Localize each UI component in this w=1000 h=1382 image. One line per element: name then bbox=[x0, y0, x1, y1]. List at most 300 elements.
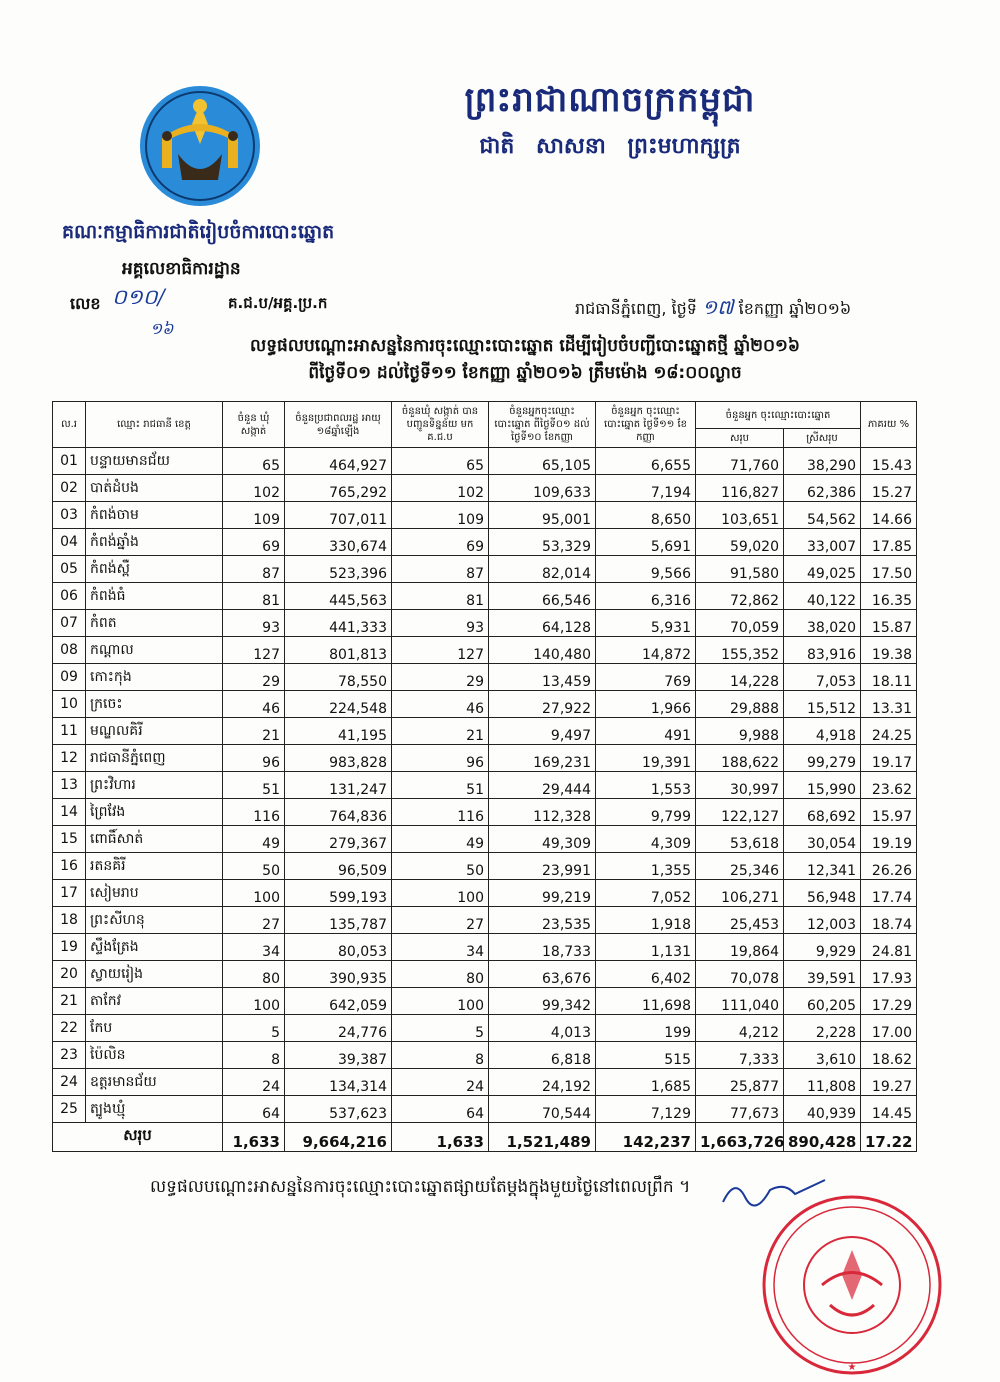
row-registered-prev: 53,329 bbox=[489, 529, 596, 556]
row-percent: 24.25 bbox=[861, 718, 917, 745]
row-communes: 64 bbox=[223, 1096, 285, 1123]
row-registered-total: 122,127 bbox=[696, 799, 784, 826]
row-registered-female: 3,610 bbox=[784, 1042, 861, 1069]
row-registered-female: 54,562 bbox=[784, 502, 861, 529]
row-communes-sent: 50 bbox=[392, 853, 489, 880]
row-communes: 29 bbox=[223, 664, 285, 691]
row-registered-prev: 23,535 bbox=[489, 907, 596, 934]
row-percent: 19.19 bbox=[861, 826, 917, 853]
row-registered-prev: 66,546 bbox=[489, 583, 596, 610]
row-communes: 65 bbox=[223, 448, 285, 475]
row-registered-female: 4,918 bbox=[784, 718, 861, 745]
table-row bbox=[53, 1015, 917, 1042]
row-registered-total: 29,888 bbox=[696, 691, 784, 718]
row-registered-prev: 24,192 bbox=[489, 1069, 596, 1096]
row-population: 134,314 bbox=[285, 1069, 392, 1096]
row-registered-prev: 169,231 bbox=[489, 745, 596, 772]
row-population: 642,059 bbox=[285, 988, 392, 1015]
svg-text:★: ★ bbox=[847, 1362, 857, 1373]
row-communes-sent: 81 bbox=[392, 583, 489, 610]
row-communes-sent: 29 bbox=[392, 664, 489, 691]
row-registered-female: 38,020 bbox=[784, 610, 861, 637]
row-province: ស្ទឹងត្រែង bbox=[86, 934, 223, 961]
row-registered-total: 25,346 bbox=[696, 853, 784, 880]
row-communes: 87 bbox=[223, 556, 285, 583]
row-communes: 24 bbox=[223, 1069, 285, 1096]
row-communes: 27 bbox=[223, 907, 285, 934]
row-population: 390,935 bbox=[285, 961, 392, 988]
row-percent: 19.38 bbox=[861, 637, 917, 664]
row-communes: 102 bbox=[223, 475, 285, 502]
row-communes-sent: 100 bbox=[392, 988, 489, 1015]
document-period: ពីថ្ងៃទី០១ ដល់ថ្ងៃទី១១ ខែកញ្ញា ឆ្នាំ២០១៦ ត្រឹមម៉ោង ១៨:០០ល្ងាច bbox=[308, 363, 742, 383]
row-registered-prev: 18,733 bbox=[489, 934, 596, 961]
row-communes: 8 bbox=[223, 1042, 285, 1069]
row-percent: 15.87 bbox=[861, 610, 917, 637]
row-percent: 17.93 bbox=[861, 961, 917, 988]
row-registered-day: 4,309 bbox=[596, 826, 696, 853]
table-row bbox=[53, 583, 917, 610]
row-population: 224,548 bbox=[285, 691, 392, 718]
row-registered-total: 59,020 bbox=[696, 529, 784, 556]
row-communes: 96 bbox=[223, 745, 285, 772]
row-registered-prev: 65,105 bbox=[489, 448, 596, 475]
row-population: 599,193 bbox=[285, 880, 392, 907]
row-province: កែប bbox=[86, 1015, 223, 1042]
row-registered-total: 25,453 bbox=[696, 907, 784, 934]
row-communes-sent: 102 bbox=[392, 475, 489, 502]
row-province: ត្បូងឃ្មុំ bbox=[86, 1096, 223, 1123]
row-province: កំពង់ធំ bbox=[86, 583, 223, 610]
table-row bbox=[53, 718, 917, 745]
row-communes: 21 bbox=[223, 718, 285, 745]
row-communes: 46 bbox=[223, 691, 285, 718]
row-province: តាកែវ bbox=[86, 988, 223, 1015]
row-province: កំពត bbox=[86, 610, 223, 637]
table-row bbox=[53, 448, 917, 475]
table-row bbox=[53, 664, 917, 691]
row-communes: 51 bbox=[223, 772, 285, 799]
reference-code: គ.ជ.ប/អគ្គ.ប្រ.ក bbox=[228, 294, 328, 312]
row-percent: 15.43 bbox=[861, 448, 917, 475]
row-registered-female: 62,386 bbox=[784, 475, 861, 502]
row-registered-day: 1,131 bbox=[596, 934, 696, 961]
footer-note: លទ្ធផលបណ្ដោះអាសន្ននៃការចុះឈ្មោះបោះឆ្នោតផ្សាយតែម្ដងក្នុងមួយថ្ងៃនៅពេលព្រឹក ។ bbox=[150, 1177, 691, 1197]
row-communes-sent: 49 bbox=[392, 826, 489, 853]
row-registered-prev: 63,676 bbox=[489, 961, 596, 988]
row-registered-day: 9,566 bbox=[596, 556, 696, 583]
row-communes: 34 bbox=[223, 934, 285, 961]
row-province: កំពង់ស្ពឺ bbox=[86, 556, 223, 583]
table-row bbox=[53, 826, 917, 853]
table-row bbox=[53, 529, 917, 556]
row-percent: 15.27 bbox=[861, 475, 917, 502]
row-registered-prev: 23,991 bbox=[489, 853, 596, 880]
row-province: កណ្ដាល bbox=[86, 637, 223, 664]
row-population: 131,247 bbox=[285, 772, 392, 799]
row-no: 12 bbox=[53, 745, 86, 772]
row-registered-female: 2,228 bbox=[784, 1015, 861, 1042]
row-population: 765,292 bbox=[285, 475, 392, 502]
row-population: 330,674 bbox=[285, 529, 392, 556]
row-percent: 24.81 bbox=[861, 934, 917, 961]
row-registered-prev: 29,444 bbox=[489, 772, 596, 799]
row-registered-female: 33,007 bbox=[784, 529, 861, 556]
row-registered-prev: 82,014 bbox=[489, 556, 596, 583]
row-registered-day: 6,655 bbox=[596, 448, 696, 475]
table-row bbox=[53, 853, 917, 880]
row-no: 11 bbox=[53, 718, 86, 745]
row-registered-female: 15,512 bbox=[784, 691, 861, 718]
row-percent: 19.17 bbox=[861, 745, 917, 772]
row-communes-sent: 21 bbox=[392, 718, 489, 745]
col-header-population: ចំនួនប្រជាពលរដ្ឋ អាយុ ១៨ឆ្នាំឡើង bbox=[285, 402, 392, 448]
row-registered-female: 38,290 bbox=[784, 448, 861, 475]
total-registered-day: 142,237 bbox=[596, 1123, 696, 1152]
total-row bbox=[53, 1123, 917, 1152]
row-registered-female: 83,916 bbox=[784, 637, 861, 664]
row-province: បន្ទាយមានជ័យ bbox=[86, 448, 223, 475]
row-population: 445,563 bbox=[285, 583, 392, 610]
row-population: 441,333 bbox=[285, 610, 392, 637]
col-header-total: សរុប bbox=[696, 429, 784, 448]
row-registered-total: 111,040 bbox=[696, 988, 784, 1015]
row-communes: 100 bbox=[223, 988, 285, 1015]
row-registered-day: 5,931 bbox=[596, 610, 696, 637]
row-registered-prev: 6,818 bbox=[489, 1042, 596, 1069]
total-population: 9,664,216 bbox=[285, 1123, 392, 1152]
col-header-female: ស្រីសរុប bbox=[784, 429, 861, 448]
col-header-registered-group: ចំនួនអ្នក ចុះឈ្មោះបោះឆ្នោត bbox=[696, 402, 861, 429]
national-motto: ជាតិ សាសនា ព្រះមហាក្សត្រ bbox=[479, 133, 741, 159]
row-registered-prev: 112,328 bbox=[489, 799, 596, 826]
reference-number: ០១០/ bbox=[112, 285, 165, 309]
table-row bbox=[53, 610, 917, 637]
row-province: រាជធានីភ្នំពេញ bbox=[86, 745, 223, 772]
row-registered-female: 49,025 bbox=[784, 556, 861, 583]
table-row bbox=[53, 691, 917, 718]
row-communes-sent: 80 bbox=[392, 961, 489, 988]
row-percent: 18.62 bbox=[861, 1042, 917, 1069]
row-communes-sent: 24 bbox=[392, 1069, 489, 1096]
row-no: 06 bbox=[53, 583, 86, 610]
row-registered-total: 4,212 bbox=[696, 1015, 784, 1042]
table-row bbox=[53, 475, 917, 502]
registration-table bbox=[52, 401, 917, 1152]
row-percent: 14.66 bbox=[861, 502, 917, 529]
row-registered-prev: 9,497 bbox=[489, 718, 596, 745]
row-communes-sent: 64 bbox=[392, 1096, 489, 1123]
row-communes: 127 bbox=[223, 637, 285, 664]
row-no: 21 bbox=[53, 988, 86, 1015]
row-registered-female: 12,341 bbox=[784, 853, 861, 880]
row-registered-day: 491 bbox=[596, 718, 696, 745]
row-no: 04 bbox=[53, 529, 86, 556]
table-row bbox=[53, 1096, 917, 1123]
row-no: 17 bbox=[53, 880, 86, 907]
row-registered-day: 769 bbox=[596, 664, 696, 691]
kingdom-title: ព្រះរាជាណាចក្រកម្ពុជា bbox=[464, 80, 756, 120]
row-registered-total: 77,673 bbox=[696, 1096, 784, 1123]
table-row bbox=[53, 880, 917, 907]
row-percent: 23.62 bbox=[861, 772, 917, 799]
row-no: 07 bbox=[53, 610, 86, 637]
row-registered-day: 7,129 bbox=[596, 1096, 696, 1123]
row-percent: 18.74 bbox=[861, 907, 917, 934]
row-no: 14 bbox=[53, 799, 86, 826]
row-registered-total: 7,333 bbox=[696, 1042, 784, 1069]
row-province: សៀមរាប bbox=[86, 880, 223, 907]
row-communes-sent: 109 bbox=[392, 502, 489, 529]
row-percent: 19.27 bbox=[861, 1069, 917, 1096]
row-registered-day: 1,966 bbox=[596, 691, 696, 718]
row-registered-prev: 49,309 bbox=[489, 826, 596, 853]
row-registered-female: 39,591 bbox=[784, 961, 861, 988]
row-communes-sent: 46 bbox=[392, 691, 489, 718]
row-province: មណ្ឌលគិរី bbox=[86, 718, 223, 745]
table-row bbox=[53, 1042, 917, 1069]
total-communes-sent: 1,633 bbox=[392, 1123, 489, 1152]
row-communes-sent: 116 bbox=[392, 799, 489, 826]
col-header-communes-sent: ចំនួនឃុំ សង្កាត់ បានបញ្ជូនទិន្នន័យ មក គ.ជ.ប bbox=[392, 402, 489, 448]
table-row bbox=[53, 637, 917, 664]
row-communes: 5 bbox=[223, 1015, 285, 1042]
row-no: 15 bbox=[53, 826, 86, 853]
row-population: 135,787 bbox=[285, 907, 392, 934]
row-registered-total: 14,228 bbox=[696, 664, 784, 691]
row-communes-sent: 93 bbox=[392, 610, 489, 637]
row-province: ព្រះសីហនុ bbox=[86, 907, 223, 934]
row-registered-day: 1,355 bbox=[596, 853, 696, 880]
total-registered-female: 890,428 bbox=[784, 1123, 861, 1152]
row-population: 41,195 bbox=[285, 718, 392, 745]
nec-logo bbox=[138, 84, 262, 208]
row-registered-female: 68,692 bbox=[784, 799, 861, 826]
row-communes: 50 bbox=[223, 853, 285, 880]
row-registered-total: 19,864 bbox=[696, 934, 784, 961]
table-row bbox=[53, 907, 917, 934]
row-registered-female: 40,939 bbox=[784, 1096, 861, 1123]
row-registered-day: 6,402 bbox=[596, 961, 696, 988]
row-registered-female: 15,990 bbox=[784, 772, 861, 799]
table-row bbox=[53, 988, 917, 1015]
total-registered-prev: 1,521,489 bbox=[489, 1123, 596, 1152]
row-registered-total: 188,622 bbox=[696, 745, 784, 772]
row-registered-prev: 27,922 bbox=[489, 691, 596, 718]
row-communes-sent: 87 bbox=[392, 556, 489, 583]
row-communes: 49 bbox=[223, 826, 285, 853]
row-communes: 81 bbox=[223, 583, 285, 610]
total-registered-total: 1,663,726 bbox=[696, 1123, 784, 1152]
row-communes-sent: 127 bbox=[392, 637, 489, 664]
row-registered-female: 99,279 bbox=[784, 745, 861, 772]
row-province: ព្រះវិហារ bbox=[86, 772, 223, 799]
table-row bbox=[53, 961, 917, 988]
row-province: ពោធិ៍សាត់ bbox=[86, 826, 223, 853]
row-no: 03 bbox=[53, 502, 86, 529]
row-registered-day: 14,872 bbox=[596, 637, 696, 664]
row-registered-day: 11,698 bbox=[596, 988, 696, 1015]
row-registered-prev: 140,480 bbox=[489, 637, 596, 664]
row-population: 764,836 bbox=[285, 799, 392, 826]
row-population: 537,623 bbox=[285, 1096, 392, 1123]
row-percent: 17.00 bbox=[861, 1015, 917, 1042]
row-no: 20 bbox=[53, 961, 86, 988]
department-name: អគ្គលេខាធិការដ្ឋាន bbox=[122, 259, 241, 279]
row-communes-sent: 34 bbox=[392, 934, 489, 961]
row-percent: 16.35 bbox=[861, 583, 917, 610]
row-registered-total: 103,651 bbox=[696, 502, 784, 529]
table-row bbox=[53, 745, 917, 772]
row-communes: 93 bbox=[223, 610, 285, 637]
row-no: 24 bbox=[53, 1069, 86, 1096]
row-registered-prev: 13,459 bbox=[489, 664, 596, 691]
row-registered-day: 199 bbox=[596, 1015, 696, 1042]
row-registered-female: 12,003 bbox=[784, 907, 861, 934]
row-province: ក្រចេះ bbox=[86, 691, 223, 718]
row-communes-sent: 96 bbox=[392, 745, 489, 772]
row-registered-day: 1,553 bbox=[596, 772, 696, 799]
row-communes-sent: 27 bbox=[392, 907, 489, 934]
row-population: 523,396 bbox=[285, 556, 392, 583]
row-no: 05 bbox=[53, 556, 86, 583]
row-registered-day: 19,391 bbox=[596, 745, 696, 772]
row-no: 16 bbox=[53, 853, 86, 880]
row-registered-prev: 99,219 bbox=[489, 880, 596, 907]
row-percent: 15.97 bbox=[861, 799, 917, 826]
row-registered-total: 9,988 bbox=[696, 718, 784, 745]
row-communes: 109 bbox=[223, 502, 285, 529]
row-population: 279,367 bbox=[285, 826, 392, 853]
row-registered-day: 515 bbox=[596, 1042, 696, 1069]
col-header-registered-prev: ចំនួនអ្នកចុះឈ្មោះ បោះឆ្នោត ពីថ្ងៃទី០១ ដល់ថ្ងៃទី១០ ខែកញ្ញា bbox=[489, 402, 596, 448]
row-communes-sent: 51 bbox=[392, 772, 489, 799]
document-title: លទ្ធផលបណ្ដោះអាសន្ននៃការចុះឈ្មោះបោះឆ្នោត ដើម្បីរៀបចំបញ្ជីបោះឆ្នោតថ្មី ឆ្នាំ២០១៦ bbox=[250, 336, 800, 356]
reference-label: លេខ bbox=[70, 294, 101, 313]
total-communes: 1,633 bbox=[223, 1123, 285, 1152]
row-no: 02 bbox=[53, 475, 86, 502]
row-province: ប៉ៃលិន bbox=[86, 1042, 223, 1069]
row-registered-total: 72,862 bbox=[696, 583, 784, 610]
row-registered-prev: 109,633 bbox=[489, 475, 596, 502]
row-province: កំពង់ចាម bbox=[86, 502, 223, 529]
row-communes-sent: 65 bbox=[392, 448, 489, 475]
row-percent: 26.26 bbox=[861, 853, 917, 880]
row-communes-sent: 69 bbox=[392, 529, 489, 556]
row-no: 08 bbox=[53, 637, 86, 664]
table-body bbox=[53, 448, 917, 1123]
row-registered-total: 91,580 bbox=[696, 556, 784, 583]
row-communes-sent: 100 bbox=[392, 880, 489, 907]
row-communes-sent: 5 bbox=[392, 1015, 489, 1042]
row-percent: 17.85 bbox=[861, 529, 917, 556]
row-province: ស្វាយរៀង bbox=[86, 961, 223, 988]
row-registered-prev: 95,001 bbox=[489, 502, 596, 529]
row-province: កោះកុង bbox=[86, 664, 223, 691]
row-no: 01 bbox=[53, 448, 86, 475]
row-communes: 116 bbox=[223, 799, 285, 826]
row-registered-female: 60,205 bbox=[784, 988, 861, 1015]
row-registered-day: 9,799 bbox=[596, 799, 696, 826]
col-header-province: ឈ្មោះ រាជធានី ខេត្ត bbox=[86, 402, 223, 448]
table-row bbox=[53, 799, 917, 826]
row-communes: 80 bbox=[223, 961, 285, 988]
row-population: 983,828 bbox=[285, 745, 392, 772]
place-date-suffix: ខែកញ្ញា ឆ្នាំ២០១៦ bbox=[738, 299, 852, 318]
col-header-percent: ភាគរយ % bbox=[861, 402, 917, 448]
row-province: កំពង់ឆ្នាំង bbox=[86, 529, 223, 556]
row-population: 96,509 bbox=[285, 853, 392, 880]
row-registered-day: 5,691 bbox=[596, 529, 696, 556]
table-row bbox=[53, 934, 917, 961]
row-registered-day: 7,194 bbox=[596, 475, 696, 502]
row-no: 19 bbox=[53, 934, 86, 961]
row-percent: 17.50 bbox=[861, 556, 917, 583]
row-registered-total: 71,760 bbox=[696, 448, 784, 475]
table-row bbox=[53, 556, 917, 583]
row-registered-day: 1,918 bbox=[596, 907, 696, 934]
row-registered-prev: 70,544 bbox=[489, 1096, 596, 1123]
row-registered-female: 40,122 bbox=[784, 583, 861, 610]
date-day: ១៧ bbox=[701, 295, 734, 319]
row-registered-total: 70,059 bbox=[696, 610, 784, 637]
row-percent: 17.74 bbox=[861, 880, 917, 907]
row-communes: 100 bbox=[223, 880, 285, 907]
row-registered-total: 25,877 bbox=[696, 1069, 784, 1096]
row-percent: 18.11 bbox=[861, 664, 917, 691]
row-registered-total: 70,078 bbox=[696, 961, 784, 988]
row-registered-female: 56,948 bbox=[784, 880, 861, 907]
row-percent: 14.45 bbox=[861, 1096, 917, 1123]
row-percent: 13.31 bbox=[861, 691, 917, 718]
row-province: រតនគិរី bbox=[86, 853, 223, 880]
row-province: ព្រៃវែង bbox=[86, 799, 223, 826]
row-registered-prev: 99,342 bbox=[489, 988, 596, 1015]
reference-subnumber: ១៦ bbox=[150, 319, 174, 338]
place-date-prefix: រាជធានីភ្នំពេញ, ថ្ងៃទី bbox=[575, 299, 697, 318]
total-percent: 17.22 bbox=[861, 1123, 917, 1152]
row-registered-female: 11,808 bbox=[784, 1069, 861, 1096]
row-population: 707,011 bbox=[285, 502, 392, 529]
row-registered-total: 53,618 bbox=[696, 826, 784, 853]
row-no: 22 bbox=[53, 1015, 86, 1042]
row-no: 10 bbox=[53, 691, 86, 718]
place-date bbox=[575, 294, 851, 324]
row-registered-day: 6,316 bbox=[596, 583, 696, 610]
row-registered-female: 7,053 bbox=[784, 664, 861, 691]
row-registered-day: 1,685 bbox=[596, 1069, 696, 1096]
organization-name: គណៈកម្មាធិការជាតិរៀបចំការបោះឆ្នោត bbox=[62, 221, 335, 243]
row-no: 13 bbox=[53, 772, 86, 799]
row-communes: 69 bbox=[223, 529, 285, 556]
row-registered-total: 30,997 bbox=[696, 772, 784, 799]
row-no: 25 bbox=[53, 1096, 86, 1123]
row-no: 23 bbox=[53, 1042, 86, 1069]
table-row bbox=[53, 502, 917, 529]
row-communes-sent: 8 bbox=[392, 1042, 489, 1069]
table-row bbox=[53, 1069, 917, 1096]
col-header-registered-day: ចំនួនអ្នក ចុះឈ្មោះបោះឆ្នោត ថ្ងៃទី១១ ខែកញ្ញា bbox=[596, 402, 696, 448]
row-population: 24,776 bbox=[285, 1015, 392, 1042]
row-population: 801,813 bbox=[285, 637, 392, 664]
row-province: ឧត្ដរមានជ័យ bbox=[86, 1069, 223, 1096]
row-percent: 17.29 bbox=[861, 988, 917, 1015]
total-label: សរុប bbox=[53, 1123, 223, 1152]
row-no: 09 bbox=[53, 664, 86, 691]
official-seal bbox=[752, 1190, 952, 1380]
row-registered-total: 155,352 bbox=[696, 637, 784, 664]
row-registered-female: 9,929 bbox=[784, 934, 861, 961]
